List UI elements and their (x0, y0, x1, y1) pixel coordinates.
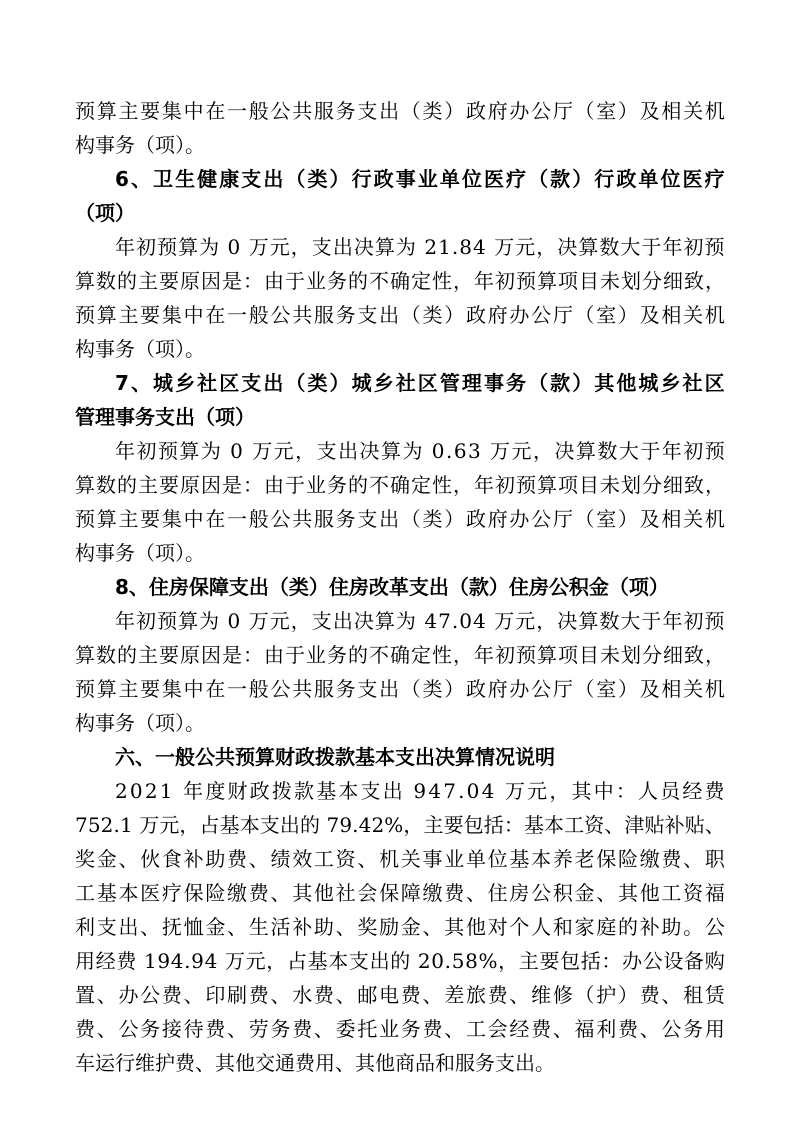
text-line: 车运行维护费、其他交通费用、其他商品和服务支出。 (75, 1051, 555, 1075)
body-paragraph (75, 94, 725, 162)
text-line: 工 基 本 医 疗 保 险 缴 费 、 其 他 社 会 保 障 缴 费 、 住 房 公 积 金 、 其 他 工 资 福 (75, 881, 725, 905)
text-line: 7 5 2 . 1 万 元 ， 占 基 本 支 出 的 7 9 . 4 2 % ， 主 要 包 括 ： 基 本 工 资 、 津 贴 补 贴 、 (75, 813, 725, 837)
text-line: 构事务（项）。 (75, 541, 205, 565)
text-line: 2 0 2 1 年 度 财 政 拨 款 基 本 支 出 9 4 7 . 0 4 万 元 ， 其 中 ： 人 员 经 费 (115, 779, 725, 803)
text-line: 置 、 办 公 费 、 印 刷 费 、 水 费 、 邮 电 费 、 差 旅 费 、 维 修 （ 护 ） 费 、 租 赁 (75, 983, 725, 1007)
section-heading (75, 740, 725, 774)
text-line: 预 算 主 要 集 中 在 一 般 公 共 服 务 支 出 （ 类 ） 政 府 办 公 厅 （ 室 ） 及 相 关 机 (75, 303, 725, 327)
text-line: 构事务（项）。 (75, 711, 205, 735)
body-paragraph (75, 230, 725, 366)
text-line: 算 数 的 主 要 原 因 是 ： 由 于 业 务 的 不 确 定 性 ， 年 初 预 算 项 目 未 划 分 细 致 ， (75, 269, 725, 293)
text-line: 构事务（项）。 (75, 337, 205, 361)
body-paragraph (75, 434, 725, 570)
heading-line: 6 、 卫 生 健 康 支 出 （ 类 ） 行 政 事 业 单 位 医 疗 （ 款 ） 行 政 单 位 医 疗 (115, 167, 725, 191)
text-line: 费 、 公 务 接 待 费 、 劳 务 费 、 委 托 业 务 费 、 工 会 经 费 、 福 利 费 、 公 务 用 (75, 1017, 725, 1041)
text-line: 预 算 主 要 集 中 在 一 般 公 共 服 务 支 出 （ 类 ） 政 府 办 公 厅 （ 室 ） 及 相 关 机 (75, 507, 725, 531)
text-line: 年 初 预 算 为 0 万 元 ， 支 出 决 算 为 4 7 . 0 4 万 元 ， 决 算 数 大 于 年 初 预 (115, 609, 725, 633)
heading-line: （项） (75, 201, 135, 225)
text-line: 奖 金 、 伙 食 补 助 费 、 绩 效 工 资 、 机 关 事 业 单 位 基 本 养 老 保 险 缴 费 、 职 (75, 847, 725, 871)
text-line: 预 算 主 要 集 中 在 一 般 公 共 服 务 支 出 （ 类 ） 政 府 办 公 厅 （ 室 ） 及 相 关 机 (75, 99, 725, 123)
text-line: 算 数 的 主 要 原 因 是 ： 由 于 业 务 的 不 确 定 性 ， 年 初 预 算 项 目 未 划 分 细 致 ， (75, 473, 725, 497)
text-line: 利 支 出 、 抚 恤 金 、 生 活 补 助 、 奖 励 金 、 其 他 对 个 人 和 家 庭 的 补 助 。 公 (75, 915, 725, 939)
heading-line: 7 、 城 乡 社 区 支 出 （ 类 ） 城 乡 社 区 管 理 事 务 （ 款 ） 其 他 城 乡 社 区 (115, 371, 725, 395)
document-page (75, 94, 725, 1080)
section-heading (75, 162, 725, 230)
text-line: 年 初 预 算 为 0 万 元 ， 支 出 决 算 为 2 1 . 8 4 万 元 ， 决 算 数 大 于 年 初 预 (115, 235, 725, 259)
body-paragraph (75, 604, 725, 740)
heading-line: 8、住房保障支出（类）住房改革支出（款）住房公积金（项） (115, 575, 669, 599)
text-line: 预 算 主 要 集 中 在 一 般 公 共 服 务 支 出 （ 类 ） 政 府 办 公 厅 （ 室 ） 及 相 关 机 (75, 677, 725, 701)
heading-line: 管理事务支出（项） (75, 405, 255, 429)
text-line: 年 初 预 算 为 0 万 元 ， 支 出 决 算 为 0 . 6 3 万 元 ， 决 算 数 大 于 年 初 预 (115, 439, 725, 463)
section-heading (75, 366, 725, 434)
heading-line: 六、一般公共预算财政拨款基本支出决算情况说明 (115, 745, 555, 769)
text-line: 算 数 的 主 要 原 因 是 ： 由 于 业 务 的 不 确 定 性 ， 年 初 预 算 项 目 未 划 分 细 致 ， (75, 643, 725, 667)
section-heading (75, 570, 725, 604)
text-line: 用 经 费 1 9 4 . 9 4 万 元 ， 占 基 本 支 出 的 2 0 . 5 8 % ， 主 要 包 括 ： 办 公 设 备 购 (75, 949, 725, 973)
text-line: 构事务（项）。 (75, 133, 205, 157)
body-paragraph (75, 774, 725, 1080)
